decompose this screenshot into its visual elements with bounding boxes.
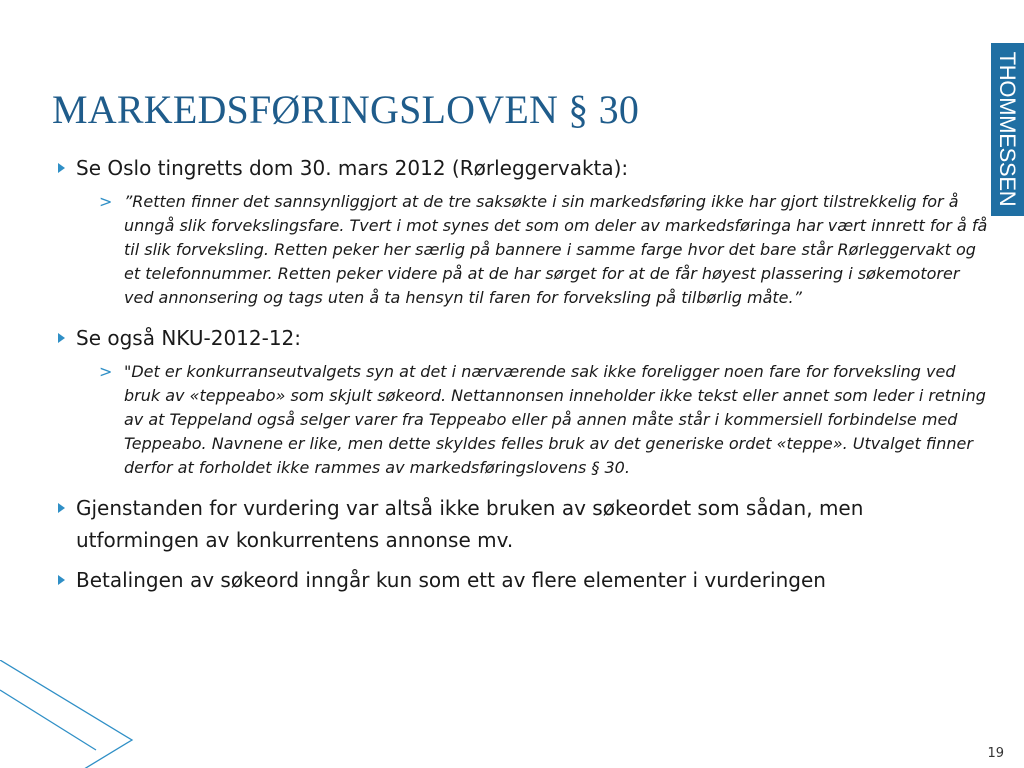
bullet-item bbox=[56, 322, 991, 354]
triangle-bullet-icon bbox=[58, 503, 65, 513]
triangle-bullet-icon bbox=[58, 575, 65, 585]
triangle-bullet-icon bbox=[58, 163, 65, 173]
decorative-chevron-lines bbox=[0, 660, 140, 768]
page-number: 19 bbox=[987, 746, 1004, 761]
quote-text: "Det er konkurranseutvalgets syn at det i nærværende sak ikke foreligger noen fare for forveksling ved bruk av «teppeabo» som skjult søkeord. Nettannonsen inneholder ikke tekst eller annet som leder i retning av at Teppeland også selger varer fra Teppeabo eller på annen måte står i kommersiell forbindelse med Teppeabo. Navnene er like, men dette skyldes felles bruk av det generiske ordet «teppe». Utvalget finner derfor at forholdet ikke rammes av markedsføringslovens § 30. bbox=[124, 362, 986, 477]
quote-text: ”Retten finner det sannsynliggjort at de tre saksøkte i sin markedsføring ikke har gjort tilstrekkelig for å unngå slik forvekslingsfare. Tvert i mot synes det som om deler av markedsføringa har vært innrett for å få til slik forveksling. Retten peker her særlig på bannere i samme farge hvor det bare står Rørleggervakt og et telefonnummer. Retten peker videre på at de har sørget for at de får høyest plassering i søkemotorer ved annonsering og tags uten å ta hensyn til faren for forveksling på tilbørlig måte.” bbox=[124, 192, 988, 307]
bullet-text: Se også NKU-2012-12: bbox=[76, 326, 302, 350]
logo-text: THOMMESSEN bbox=[995, 51, 1020, 207]
slide-title: MARKEDSFØRINGSLOVEN § 30 bbox=[52, 87, 640, 132]
bullet-text: Se Oslo tingretts dom 30. mars 2012 (Rørleggervakta): bbox=[76, 156, 629, 180]
chevron-right-icon: > bbox=[99, 192, 113, 211]
slide-content bbox=[56, 152, 991, 596]
bullet-item bbox=[56, 152, 991, 184]
bullet-item bbox=[56, 564, 991, 596]
triangle-bullet-icon bbox=[58, 333, 65, 343]
bullet-item bbox=[56, 492, 991, 556]
sub-bullet-item bbox=[99, 360, 991, 480]
bullet-text: Betalingen av søkeord inngår kun som ett av flere elementer i vurderingen bbox=[76, 568, 826, 592]
chevron-right-icon: > bbox=[99, 362, 113, 381]
sub-bullet-item bbox=[99, 190, 991, 310]
bullet-text: Gjenstanden for vurdering var altså ikke bruken av søkeordet som sådan, men utformingen av konkurrentens annonse mv. bbox=[76, 496, 864, 552]
